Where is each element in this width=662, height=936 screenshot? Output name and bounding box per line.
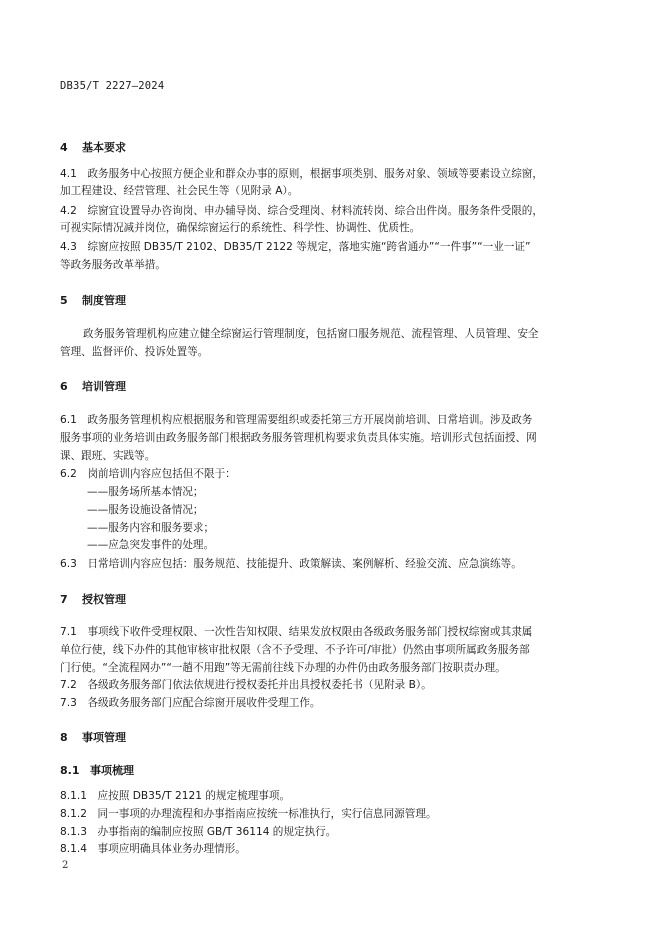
clause-6-1-line-2: 服务事项的业务培训由政务服务部门根据政务服务管理机构要求负责具体实施。培训形式包括面授、网 (60, 432, 537, 444)
clause-8-1-2: 8.1.2 同一事项的办理流程和办事指南应按统一标准执行，实行信息同源管理。 (60, 808, 437, 820)
list-item: ——应急突发事件的处理。 (87, 539, 215, 551)
list-item: ——服务内容和服务要求； (87, 522, 215, 534)
section-title: 基本要求 (82, 141, 126, 154)
clause-8-1-1: 8.1.1 应按照 DB35/T 2121 的规定梳理事项。 (60, 790, 291, 802)
page-number: 2 (62, 860, 69, 871)
section-number: 8.1 (60, 764, 80, 777)
clause-4-1-line-2: 加工程建设、经营管理、社会民生等（见附录 A）。 (60, 185, 299, 197)
section-number: 7 (60, 593, 68, 606)
section-title: 制度管理 (82, 294, 126, 307)
standard-code: DB35/T 2227—2024 (60, 80, 165, 92)
clause-6-1-line-1: 6.1 政务服务管理机构应根据服务和管理需要组织或委托第三方开展岗前培训、日常培训。涉及政务 (60, 414, 533, 426)
section-title: 授权管理 (82, 593, 126, 606)
section-number: 8 (60, 731, 68, 744)
list-item: ——服务场所基本情况； (87, 486, 204, 498)
clause-7-3: 7.3 各级政务服务部门应配合综窗开展收件受理工作。 (60, 697, 321, 709)
clause-7-2: 7.2 各级政务服务部门依法依规进行授权委托并出具授权委托书（见附录 B）。 (60, 679, 432, 691)
clause-6-1-line-3: 课、跟班、实践等。 (60, 450, 156, 462)
list-item: ——服务设施设备情况； (87, 504, 204, 516)
section-number: 6 (60, 380, 68, 393)
section-7-heading (60, 591, 126, 607)
section-5-line-2: 管理、监督评价、投诉处置等。 (60, 346, 209, 358)
section-5-heading (60, 292, 126, 308)
clause-8-1-4: 8.1.4 事项应明确具体业务办理情形。 (60, 843, 246, 855)
clause-6-2: 6.2 岗前培训内容应包括但不限于： (60, 468, 236, 480)
clause-4-2-line-2: 可视实际情况减并岗位，确保综窗运行的系统性、科学性、协调性、优质性。 (60, 222, 421, 234)
clause-4-1-line-1: 4.1 政务服务中心按照方便企业和群众办事的原则，根据事项类别、服务对象、领域等要素设立综窗， (60, 168, 543, 180)
subsection-8-1-heading (60, 762, 134, 778)
clause-7-1-line-3: 门行使。“全流程网办”“一趟不用跑”等无需前往线下办理的办件仍由政务服务部门按职责办理。 (60, 662, 506, 674)
section-number: 4 (60, 141, 68, 154)
clause-7-1-line-1: 7.1 事项线下收件受理权限、一次性告知权限、结果发放权限由各级政务服务部门授权综窗或其隶属 (60, 626, 533, 638)
section-title: 事项梳理 (90, 764, 134, 777)
section-title: 事项管理 (82, 731, 126, 744)
section-title: 培训管理 (82, 380, 126, 393)
section-6-heading (60, 378, 126, 394)
section-8-heading (60, 729, 126, 745)
clause-4-3-line-1: 4.3 综窗应按照 DB35/T 2102、DB35/T 2122 等规定，落地实施“跨省通办”“一件事”“一业一证” (60, 241, 531, 253)
clause-4-2-line-1: 4.2 综窗宜设置导办咨询岗、申办辅导岗、综合受理岗、材料流转岗、综合出件岗。服务条件受限的， (60, 205, 543, 217)
section-5-line-1: 政务服务管理机构应建立健全综窗运行管理制度，包括窗口服务规范、流程管理、人员管理、安全 (83, 328, 539, 340)
clause-6-3: 6.3 日常培训内容应包括：服务规范、技能提升、政策解读、案例解析、经验交流、应急演练等。 (60, 558, 522, 570)
section-number: 5 (60, 294, 68, 307)
section-4-heading (60, 139, 126, 155)
clause-8-1-3: 8.1.3 办事指南的编制应按照 GB/T 36114 的规定执行。 (60, 826, 337, 838)
clause-7-1-line-2: 单位行使，线下办件的其他审核审批权限（含不予受理、不予许可/审批）仍然由事项所属政务服务部 (60, 644, 530, 656)
clause-4-3-line-2: 等政务服务改革举措。 (60, 259, 166, 271)
